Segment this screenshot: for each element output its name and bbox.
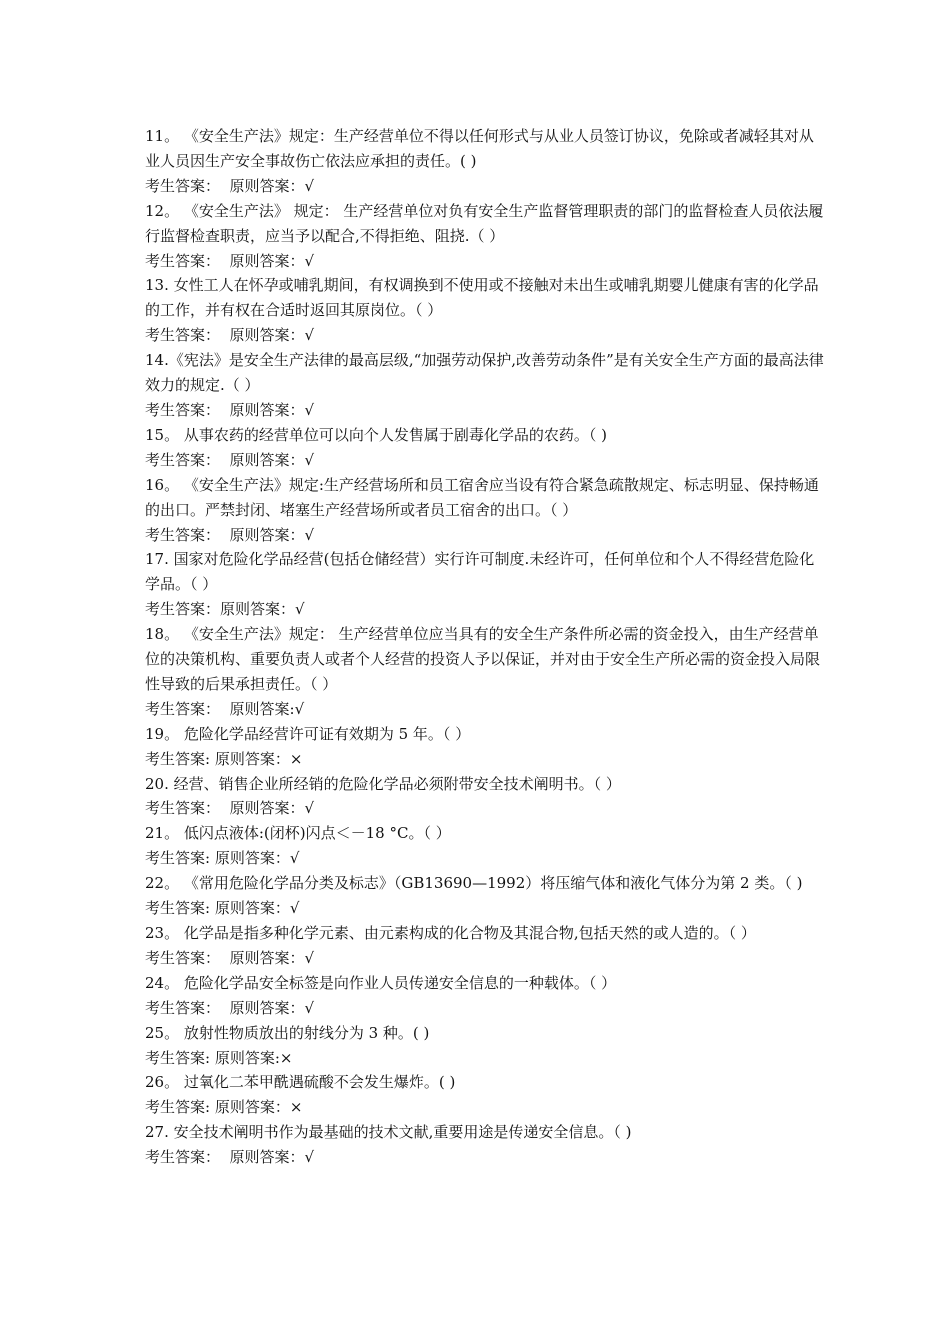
question-block: [145, 772, 825, 822]
question-text: 12。 《安全生产法》 规定： 生产经营单位对负有安全生产监督管理职责的部门的监督检查人员依法履行监督检查职责，应当予以配合,不得拒绝、阻挠.（ ）: [145, 201, 824, 245]
question-text: 27. 安全技术阐明书作为最基础的技术文献,重要用途是传递安全信息。（ ): [145, 1123, 632, 1142]
question-text: 14.《宪法》是安全生产法律的最高层级,“加强劳动保护,改善劳动条件”是有关安全生产方面的最高法律效力的规定.（ ）: [145, 351, 824, 395]
question-text: 24。 危险化学品安全标签是向作业人员传递安全信息的一种载体。（ ）: [145, 973, 617, 992]
question-text: 16。 《安全生产法》规定:生产经营场所和员工宿舍应当设有符合紧急疏散规定、标志明显、保持畅通的出口。严禁封闭、堵塞生产经营场所或者员工宿舍的出口。（ ）: [145, 475, 819, 519]
question-text: 19。 危险化学品经营许可证有效期为 5 年。（ ）: [145, 724, 471, 743]
question-block: [145, 423, 825, 473]
question-text: 21。 低闪点液体:(闭杯)闪点＜－18 °C。（ ）: [145, 824, 451, 843]
question-block: [145, 821, 825, 871]
question-text: 22。 《常用危险化学品分类及标志》（GB13690—1992）将压缩气体和液化气体分为第 2 类。（ ): [145, 874, 803, 893]
answer-line: 考生答案: 原则答案：√: [145, 899, 300, 918]
answer-line: 考生答案： 原则答案：√: [145, 998, 315, 1017]
question-block: [145, 273, 825, 348]
question-text: 20. 经营、销售企业所经销的危险化学品必须附带安全技术阐明书。（ ）: [145, 774, 621, 793]
answer-line: 考生答案： 原则答案：√: [145, 251, 315, 270]
answer-line: 考生答案: 原则答案:×: [145, 1048, 293, 1067]
question-block: [145, 722, 825, 772]
answer-line: 考生答案： 原则答案：√: [145, 176, 315, 195]
answer-line: 考生答案: 原则答案：√: [145, 849, 300, 868]
question-block: [145, 1120, 825, 1170]
answer-line: 考生答案： 原则答案:√: [145, 699, 305, 718]
document-body: [145, 124, 825, 1170]
answer-line: 考生答案： 原则答案：√: [145, 948, 315, 967]
question-block: [145, 547, 825, 622]
question-block: [145, 1021, 825, 1071]
answer-line: 考生答案： 原则答案：√: [145, 1148, 315, 1167]
question-block: [145, 622, 825, 722]
question-block: [145, 971, 825, 1021]
question-block: [145, 348, 825, 423]
question-block: [145, 473, 825, 548]
question-block: [145, 871, 825, 921]
answer-line: 考生答案： 原则答案：√: [145, 450, 315, 469]
question-text: 23。 化学品是指多种化学元素、由元素构成的化合物及其混合物,包括天然的或人造的。（ ）: [145, 924, 756, 942]
question-text: 26。 过氧化二苯甲酰遇硫酸不会发生爆炸。( ): [145, 1073, 456, 1092]
answer-line: 考生答案： 原则答案：√: [145, 799, 315, 818]
question-text: 11。 《安全生产法》规定：生产经营单位不得以任何形式与从业人员签订协议，免除或者减轻其对从业人员因生产安全事故伤亡依法应承担的责任。( ): [145, 127, 814, 170]
answer-line: 考生答案: 原则答案：×: [145, 1098, 303, 1117]
question-block: [145, 1070, 825, 1120]
question-text: 17. 国家对危险化学品经营(包括仓储经营）实行许可制度.未经许可，任何单位和个人不得经营危险化学品。（ ）: [145, 550, 815, 594]
question-text: 15。 从事农药的经营单位可以向个人发售属于剧毒化学品的农药。（ ): [145, 425, 607, 444]
answer-line: 考生答案： 原则答案：√: [145, 525, 315, 544]
question-block: [145, 199, 825, 274]
question-text: 18。 《安全生产法》规定： 生产经营单位应当具有的安全生产条件所必需的资金投入，由生产经营单位的决策机构、重要负责人或者个人经营的投资人予以保证，并对由于安全生产所必需的资金投入局限性导致的后果承担责任。（ ）: [145, 625, 821, 693]
question-block: [145, 921, 825, 971]
answer-line: 考生答案： 原则答案：√: [145, 326, 315, 345]
answer-line: 考生答案：原则答案：√: [145, 600, 305, 619]
answer-line: 考生答案： 原则答案：√: [145, 400, 315, 419]
question-block: [145, 124, 825, 199]
question-text: 13. 女性工人在怀孕或哺乳期间，有权调换到不使用或不接触对未出生或哺乳期婴儿健康有害的化学品的工作，并有权在合适时返回其原岗位。（ ）: [145, 276, 819, 320]
question-text: 25。 放射性物质放出的射线分为 3 种。( ): [145, 1023, 430, 1042]
answer-line: 考生答案: 原则答案：×: [145, 749, 303, 768]
